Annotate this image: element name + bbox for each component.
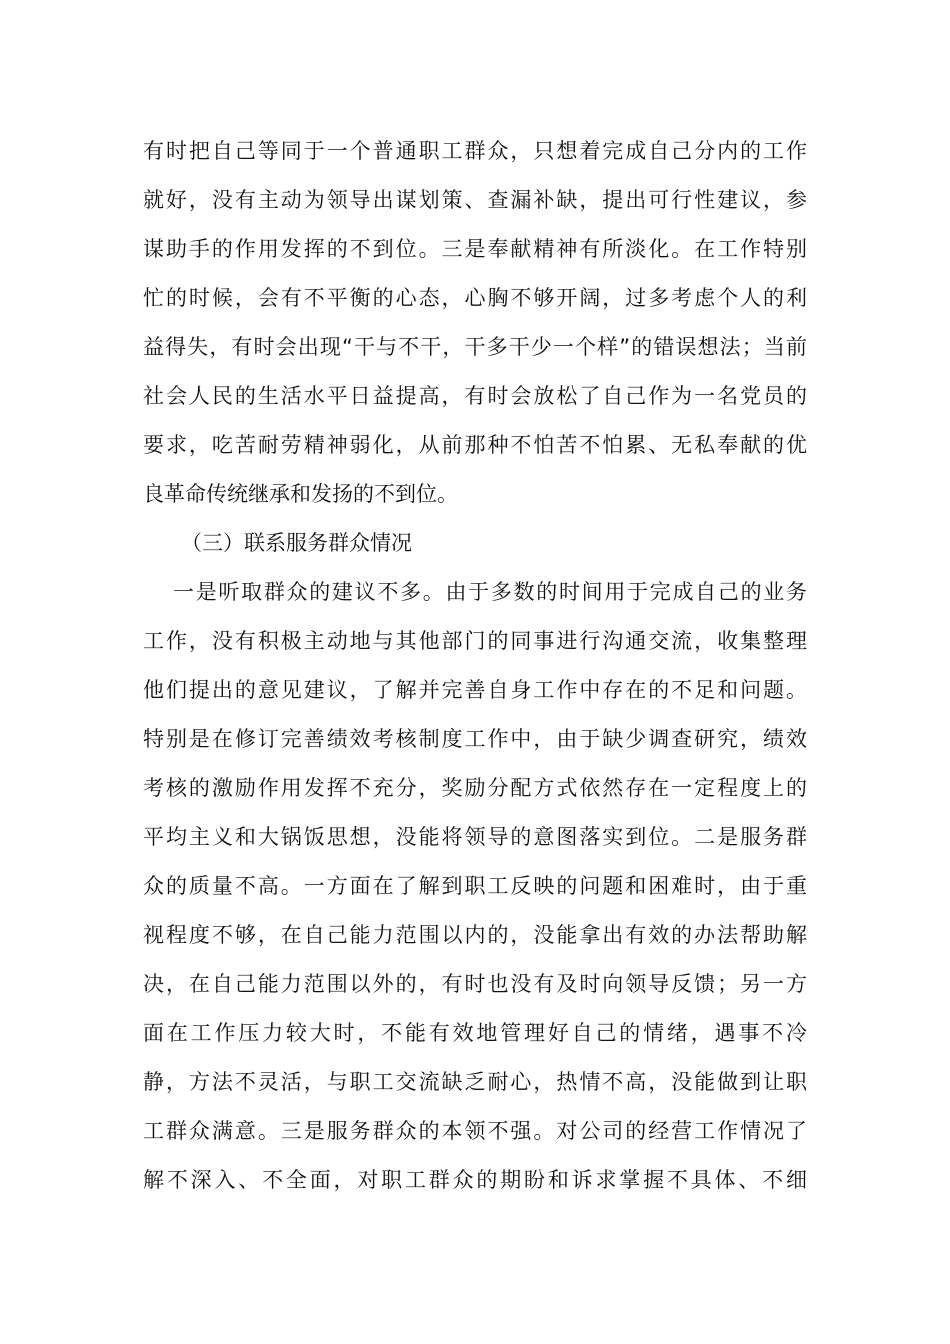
text-line: 一是听取群众的建议不多。由于多数的时间用于完成自己的业务 (173, 580, 807, 604)
text-line: 工作，没有积极主动地与其他部门的同事进行沟通交流，收集整理 (143, 629, 807, 653)
document-body (143, 127, 807, 1205)
text-line: 决，在自己能力范围以外的，有时也没有及时向领导反馈；另一方 (143, 972, 807, 996)
text-line: 谋助手的作用发挥的不到位。三是奉献精神有所淡化。在工作特别 (143, 237, 807, 261)
text-line: 益得失，有时会出现“干与不干，干多干少一个样”的错误想法；当前 (143, 335, 807, 359)
paragraph-service (143, 568, 807, 1205)
text-line: 良革命传统继承和发扬的不到位。 (143, 482, 458, 506)
text-line: 考核的激励作用发挥不充分，奖励分配方式依然存在一定程度上的 (143, 776, 807, 800)
text-line: 要求，吃苦耐劳精神弱化，从前那种不怕苦不怕累、无私奉献的优 (143, 433, 807, 457)
text-line: 静，方法不灵活，与职工交流缺乏耐心，热情不高，没能做到让职 (143, 1070, 807, 1094)
text-line: 他们提出的意见建议，了解并完善自身工作中存在的不足和问题。 (143, 678, 807, 702)
text-line: 特别是在修订完善绩效考核制度工作中，由于缺少调查研究，绩效 (143, 727, 807, 751)
text-line: 社会人民的生活水平日益提高，有时会放松了自己作为一名党员的 (143, 384, 807, 408)
text-line: 忙的时候，会有不平衡的心态，心胸不够开阔，过多考虑个人的利 (143, 286, 807, 310)
text-line: 视程度不够，在自己能力范围以内的，没能拿出有效的办法帮助解 (143, 923, 807, 947)
text-line: 众的质量不高。一方面在了解到职工反映的问题和困难时，由于重 (143, 874, 807, 898)
text-line: 有时把自己等同于一个普通职工群众，只想着完成自己分内的工作 (143, 139, 807, 163)
section-heading: （三）联系服务群众情况 (181, 531, 412, 555)
text-line: 面在工作压力较大时，不能有效地管理好自己的情绪，遇事不冷 (143, 1021, 807, 1045)
text-line: 工群众满意。三是服务群众的本领不强。对公司的经营工作情况了 (143, 1119, 807, 1143)
text-line: 解不深入、不全面，对职工群众的期盼和诉求掌握不具体、不细 (143, 1168, 807, 1192)
text-line: 平均主义和大锅饭思想，没能将领导的意图落实到位。二是服务群 (143, 825, 807, 849)
paragraph-continuation (143, 127, 807, 519)
text-line: 就好，没有主动为领导出谋划策、查漏补缺，提出可行性建议，参 (143, 188, 807, 212)
